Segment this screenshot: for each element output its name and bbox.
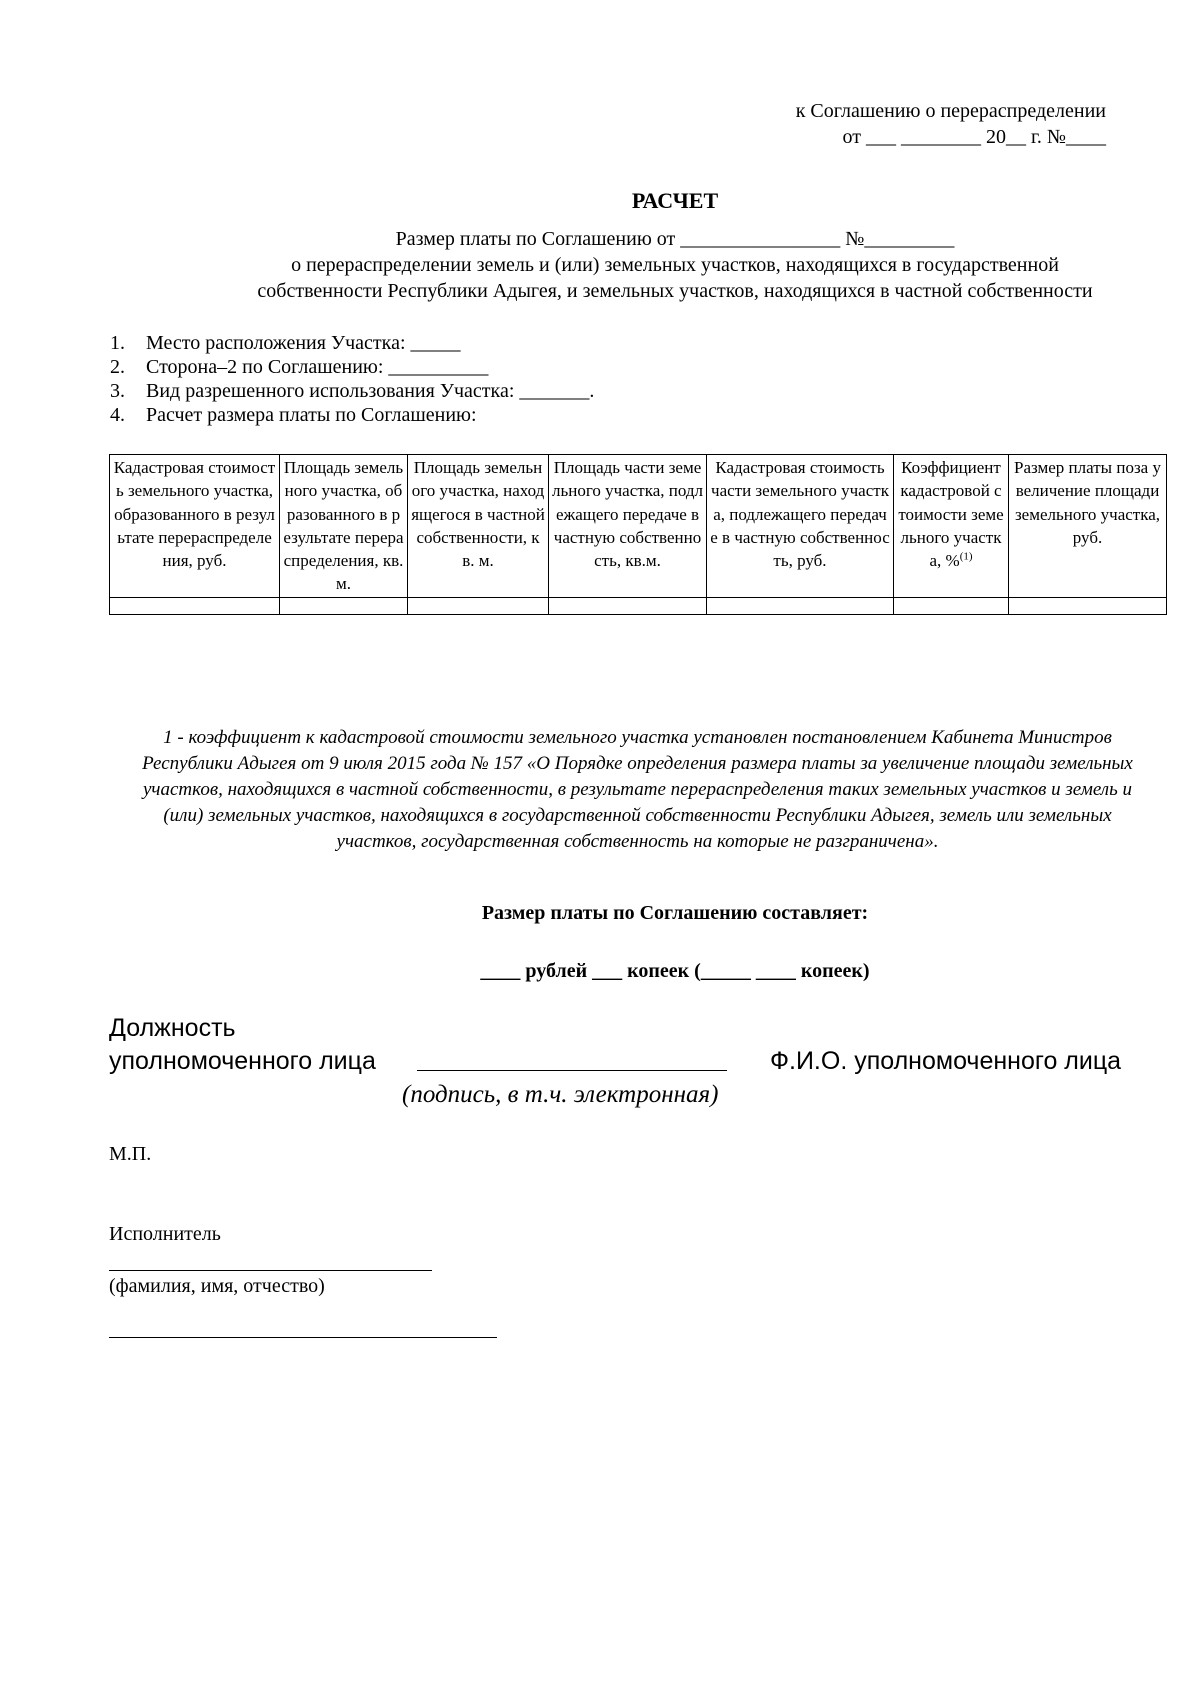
total-amount: ____ рублей ___ копеек (_____ ____ копеек) [480, 960, 870, 982]
list-item [110, 331, 594, 355]
subtitle-line-1: Размер платы по Соглашению от ________________ №_________ [395, 228, 955, 250]
table-header-cell: Площадь земельного участка, находящегося в частной собственности, кв. м. [408, 455, 549, 598]
table-cell[interactable] [110, 597, 280, 614]
numbered-list [110, 331, 594, 427]
appendix-header [796, 98, 1106, 150]
position-label [109, 1012, 376, 1078]
coefficient-header-text: Коэффициент кадастровой стоимости земельного участка, % [898, 458, 1004, 571]
table-cell[interactable] [707, 597, 894, 614]
table-header-cell: Кадастровая стоимость земельного участка, образованного в результате перераспределения, руб. [110, 455, 280, 598]
table-cell[interactable] [1009, 597, 1167, 614]
executor-label: Исполнитель [109, 1223, 221, 1245]
list-item-text: Расчет размера платы по Соглашению: [146, 404, 477, 426]
subtitle-line-3: собственности Республики Адыгея, и земельных участков, находящихся в частной собственности [257, 280, 1093, 302]
footnote-mark: (1) [959, 550, 973, 563]
list-item-number: 2. [110, 356, 125, 378]
list-item-text: Сторона–2 по Соглашению: __________ [146, 356, 489, 378]
position-line-2: уполномоченного лица [109, 1047, 376, 1075]
list-item-text: Место расположения Участка: _____ [146, 332, 461, 354]
list-item-number: 1. [110, 332, 125, 354]
list-item-number: 4. [110, 404, 125, 426]
executor-name-line[interactable] [109, 1270, 432, 1271]
table-cell[interactable] [408, 597, 549, 614]
appendix-line-1: к Соглашению о перераспределении [795, 100, 1106, 122]
signature-caption: (подпись, в т.ч. электронная) [402, 1081, 719, 1108]
list-item-text: Вид разрешенного использования Участка: _______. [146, 380, 595, 402]
position-line-1: Должность [109, 1014, 236, 1042]
list-item [110, 355, 594, 379]
table-header-cell: Размер платы поза увеличение площади земельного участка, руб. [1009, 455, 1167, 598]
table-header-row [110, 455, 1167, 598]
executor-extra-line[interactable] [109, 1337, 497, 1338]
page-title: РАСЧЕТ [631, 188, 719, 213]
table-cell[interactable] [549, 597, 707, 614]
table-header-cell: Площадь земельного участка, образованного в результате перераспределения, кв. м. [280, 455, 408, 598]
footnote: 1 - коэффициент к кадастровой стоимости земельного участка установлен постановлением Кабинета Министров Республики Адыгея от 9 июля 2015 года № 157 «О Порядке определения размера платы за увеличение площади земельных участков, находящихся в частной собственности, в результате перераспределения таких земельных участков и земель и (или) земельных участков, находящихся в государственной собственности Республики Адыгея, земель или земельных участков, государственная собственность на которые не разграничена». [142, 727, 1133, 852]
appendix-line-2: от ___ ________ 20__ г. №____ [842, 126, 1106, 148]
table-row [110, 597, 1167, 614]
fio-label: Ф.И.О. уполномоченного лица [770, 1047, 1122, 1075]
executor-caption: (фамилия, имя, отчество) [109, 1275, 325, 1297]
stamp-label: М.П. [109, 1143, 152, 1165]
calculation-table [109, 454, 1167, 615]
list-item [110, 403, 594, 427]
table-header-cell: Кадастровая стоимость части земельного участка, подлежащего передаче в частную собственность, руб. [707, 455, 894, 598]
list-item-number: 3. [110, 380, 125, 402]
subtitle-line-2: о перераспределении земель и (или) земельных участков, находящихся в государственной [291, 254, 1059, 276]
subtitle [0, 226, 1200, 304]
table-cell[interactable] [280, 597, 408, 614]
table-header-cell [894, 455, 1009, 598]
total-label: Размер платы по Соглашению составляет: [481, 902, 869, 924]
table-header-cell: Площадь части земельного участка, подлежащего передаче в частную собственность, кв.м. [549, 455, 707, 598]
list-item [110, 379, 594, 403]
signature-line[interactable] [417, 1070, 727, 1071]
table-cell[interactable] [894, 597, 1009, 614]
